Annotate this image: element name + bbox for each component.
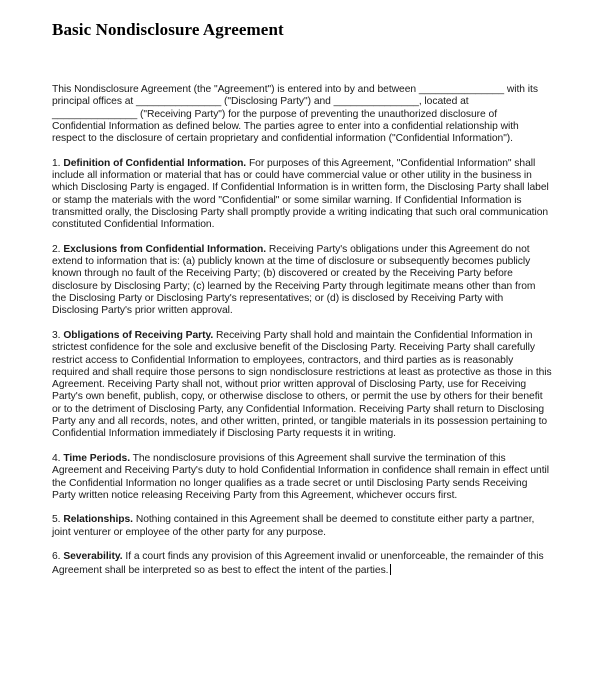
section-heading: Relationships. — [63, 514, 133, 526]
section-number: 3. — [52, 329, 61, 341]
section-number: 1. — [52, 157, 61, 169]
section-5 — [52, 514, 552, 539]
intro-text-4: , located at — [418, 96, 469, 108]
intro-text-3: ("Disclosing Party") and — [224, 96, 331, 108]
intro-text-2: with its principal offices at — [52, 84, 538, 108]
receiving-address-blank: _______________ — [52, 108, 138, 120]
section-1 — [52, 158, 552, 232]
section-2 — [52, 244, 552, 318]
section-number: 5. — [52, 514, 61, 526]
intro-text-1: This Nondisclosure Agreement (the "Agreement") is entered into by and between — [52, 84, 417, 95]
text-cursor — [390, 564, 391, 575]
section-text: Receiving Party's obligations under this Agreement do not extend to information that is: (a) publicly known at the time of disclosure or subsequently becomes publicly known through no fault of the Receiving Party; (b) discovered or created by the Receiving Party before disclosure by Disclosing Party; (c) learned by the Receiving Party through legitimate means other than from the Disclosing Party or Disclosing Party's representatives; or (d) is disclosed by Receiving Party with Disclosing Party's prior written approval. — [52, 243, 536, 317]
section-heading: Obligations of Receiving Party. — [63, 329, 214, 341]
section-heading: Time Periods. — [63, 452, 130, 464]
section-heading: Exclusions from Confidential Information. — [63, 243, 267, 255]
document-title: Basic Nondisclosure Agreement — [52, 20, 284, 39]
section-number: 4. — [52, 452, 61, 464]
section-3 — [52, 330, 552, 441]
section-number: 6. — [52, 551, 61, 563]
intro-text-5: ("Receiving Party") for the purpose of preventing the unauthorized disclosure of Confidential Information as defined below. The parties agree to enter into a confidential relationship with respect to the disclosure of certain proprietary and confidential information ("Confidential Information"). — [52, 108, 519, 145]
section-heading: Definition of Confidential Information. — [63, 157, 247, 169]
section-text: Receiving Party shall hold and maintain the Confidential Information in strictest confidence for the sole and exclusive benefit of the Disclosing Party. Receiving Party shall carefully restrict access to Confidential Information to employees, contractors, and third parties as is reasonably required and shall require those persons to sign nondisclosure restrictions at least as protective as those in this Agreement. Receiving Party shall not, without prior written approval of Disclosing Party, use for Receiving Party's own benefit, publish, copy, or otherwise disclose to others, or permit the use by others for their benefit or to the detriment of Disclosing Party, any Confidential Information. Receiving Party shall return to Disclosing Party any and all records, notes, and other written, printed, or tangible materials in its possession pertaining to Confidential Information immediately if Disclosing Party requests it in writing. — [52, 329, 552, 440]
disclosing-address-blank: _______________ — [136, 96, 222, 108]
section-text: The nondisclosure provisions of this Agreement shall survive the termination of this Agreement and Receiving Party's duty to hold Confidential Information in confidence shall remain in effect until the Confidential Information no longer qualifies as a trade secret or until Disclosing Party sends Receiving Party written notice releasing Receiving Party from this Agreement, whichever occurs first. — [52, 452, 550, 501]
document-body[interactable] — [52, 84, 552, 589]
section-heading: Severability. — [63, 551, 123, 563]
intro-paragraph — [52, 84, 552, 145]
section-4 — [52, 453, 552, 502]
section-text: Nothing contained in this Agreement shall be deemed to constitute either party a partner, joint venturer or employee of the other party for any purpose. — [52, 514, 535, 538]
section-text: For purposes of this Agreement, "Confidential Information" shall include all information or material that has or could have commercial value or other utility in the business in which Disclosing Party is engaged. If Confidential Information is in written form, the Disclosing Party shall label or stamp the materials with the word "Confidential" or some similar warning. If Confidential Information is transmitted orally, the Disclosing Party shall promptly provide a writing indicating that such oral communication constituted Confidential Information. — [52, 157, 549, 231]
receiving-party-blank: _______________ — [333, 96, 419, 108]
section-6 — [52, 551, 552, 577]
section-number: 2. — [52, 243, 61, 255]
party-name-blank: _______________ — [418, 84, 505, 95]
section-text: If a court finds any provision of this Agreement invalid or unenforceable, the remainder of this Agreement shall be interpreted so as best to effect the intent of the parties. — [52, 551, 544, 576]
